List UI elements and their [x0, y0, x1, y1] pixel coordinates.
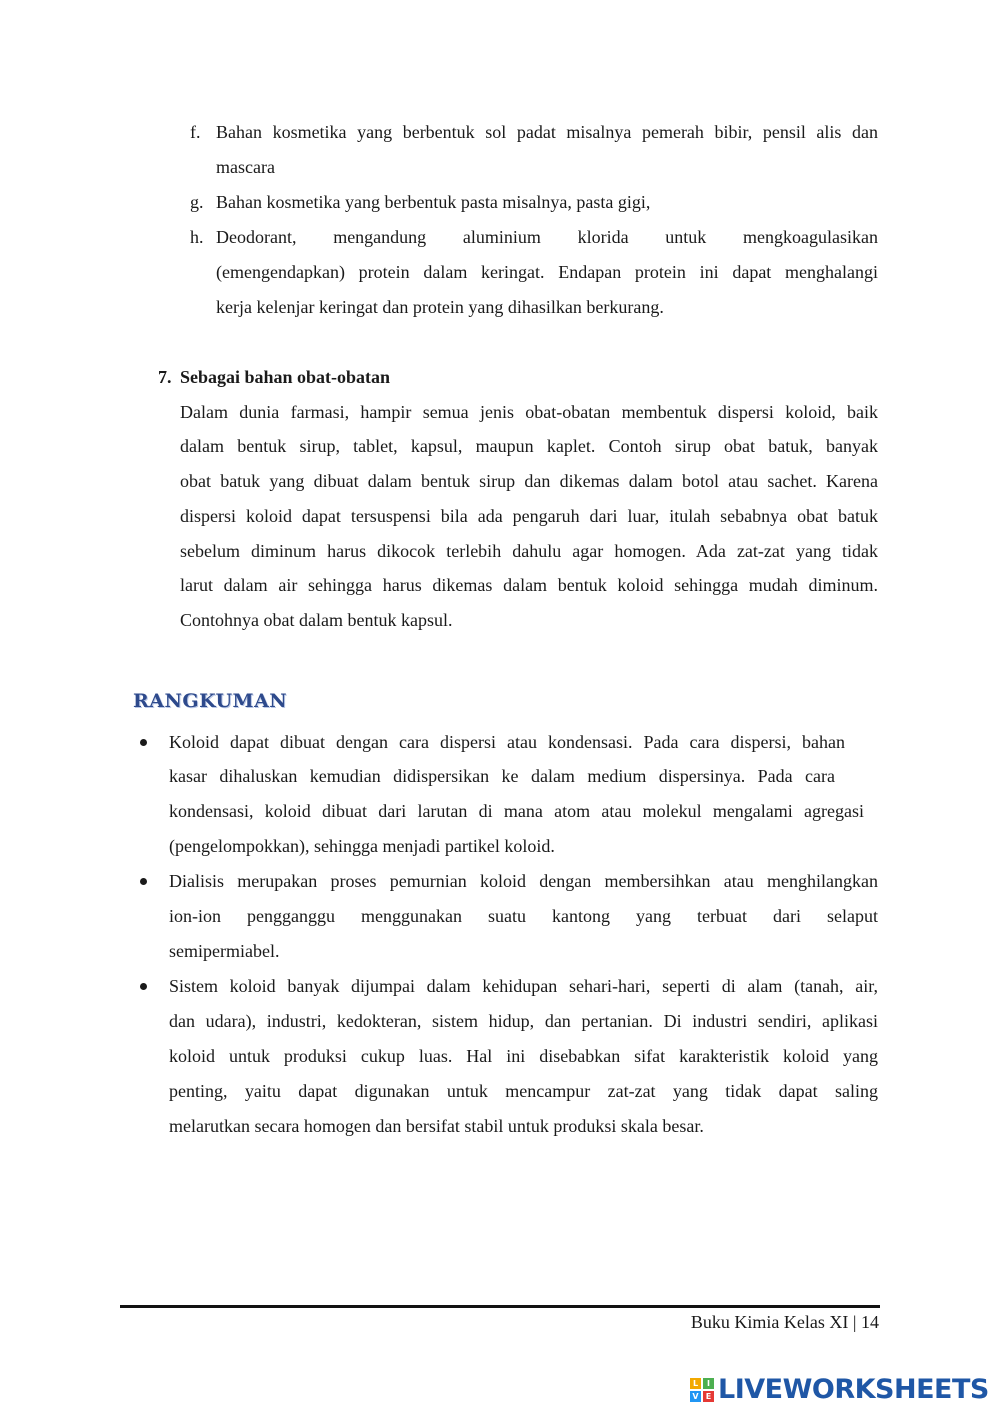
list-item-line: Bahan kosmetika yang berbentuk pasta misalnya, pasta gigi,	[216, 192, 651, 212]
paragraph-line: Dalam dunia farmasi, hampir semua jenis obat-obatan membentuk dispersi koloid, baik	[180, 402, 878, 422]
footer-rule	[120, 1305, 880, 1308]
list-marker: f.	[190, 122, 201, 142]
paragraph-line: larut dalam air sehingga harus dikemas dalam bentuk koloid sehingga mudah diminum.	[180, 575, 878, 595]
paragraph-line: sebelum diminum harus dikocok terlebih dahulu agar homogen. Ada zat-zat yang tidak	[180, 541, 878, 561]
logo-tile: I	[703, 1378, 714, 1389]
list-item-line: kerja kelenjar keringat dan protein yang dihasilkan berkurang.	[216, 297, 664, 317]
summary-heading: RANGKUMAN	[133, 690, 288, 712]
list-item-line: (emengendapkan) protein dalam keringat. Endapan protein ini dapat menghalangi	[216, 262, 878, 282]
bullet-line: (pengelompokkan), sehingga menjadi partikel koloid.	[169, 836, 555, 856]
logo-tile: E	[703, 1391, 714, 1402]
bullet-line: Dialisis merupakan proses pemurnian koloid dengan membersihkan atau menghilangkan	[169, 871, 878, 891]
bullet-icon	[140, 739, 147, 746]
bullet-line: semipermiabel.	[169, 941, 280, 961]
bullet-line: koloid untuk produksi cukup luas. Hal ini disebabkan sifat karakteristik koloid yang	[169, 1046, 878, 1066]
list-marker: h.	[190, 227, 204, 247]
list-item-line: mascara	[216, 157, 275, 177]
paragraph-line: dispersi koloid dapat tersuspensi bila ada pengaruh dari luar, itulah sebabnya obat batuk	[180, 506, 878, 526]
logo-tile: L	[690, 1378, 701, 1389]
list-marker: g.	[190, 192, 204, 212]
bullet-line: kondensasi, koloid dibuat dari larutan di mana atom atau molekul mengalami agregasi	[169, 801, 864, 821]
liveworksheets-watermark	[690, 1374, 989, 1406]
footer-page-label: Buku Kimia Kelas XI | 14	[690, 1312, 879, 1332]
bullet-line: melarutkan secara homogen dan bersifat stabil untuk produksi skala besar.	[169, 1116, 704, 1136]
paragraph-line: Contohnya obat dalam bentuk kapsul.	[180, 610, 453, 630]
paragraph-line: obat batuk yang dibuat dalam bentuk sirup dan dikemas dalam botol atau sachet. Karena	[180, 471, 878, 491]
section-title: Sebagai bahan obat-obatan	[180, 367, 391, 387]
bullet-icon	[140, 983, 147, 990]
bullet-line: kasar dihaluskan kemudian didispersikan ke dalam medium dispersinya. Pada cara	[169, 766, 835, 786]
bullet-line: penting, yaitu dapat digunakan untuk mencampur zat-zat yang tidak dapat saling	[169, 1081, 878, 1101]
bullet-line: Koloid dapat dibuat dengan cara dispersi atau kondensasi. Pada cara dispersi, bahan	[169, 732, 845, 752]
bullet-line: dan udara), industri, kedokteran, sistem hidup, dan pertanian. Di industri sendiri, aplikasi	[169, 1011, 878, 1031]
bullet-icon	[140, 878, 147, 885]
liveworksheets-logo-icon	[690, 1378, 714, 1402]
bullet-line: ion-ion pengganggu menggunakan suatu kantong yang terbuat dari selaput	[169, 906, 878, 926]
bullet-line: Sistem koloid banyak dijumpai dalam kehidupan sehari-hari, seperti di alam (tanah, air,	[169, 976, 878, 996]
list-item-line: Bahan kosmetika yang berbentuk sol padat misalnya pemerah bibir, pensil alis dan	[216, 122, 878, 142]
liveworksheets-wordmark: LIVEWORKSHEETS	[718, 1374, 989, 1405]
paragraph-line: dalam bentuk sirup, tablet, kapsul, maupun kaplet. Contoh sirup obat batuk, banyak	[180, 436, 878, 456]
section-number: 7.	[158, 367, 172, 387]
list-item-line: Deodorant, mengandung aluminium klorida untuk mengkoagulasikan	[216, 227, 878, 247]
logo-tile: V	[690, 1391, 701, 1402]
